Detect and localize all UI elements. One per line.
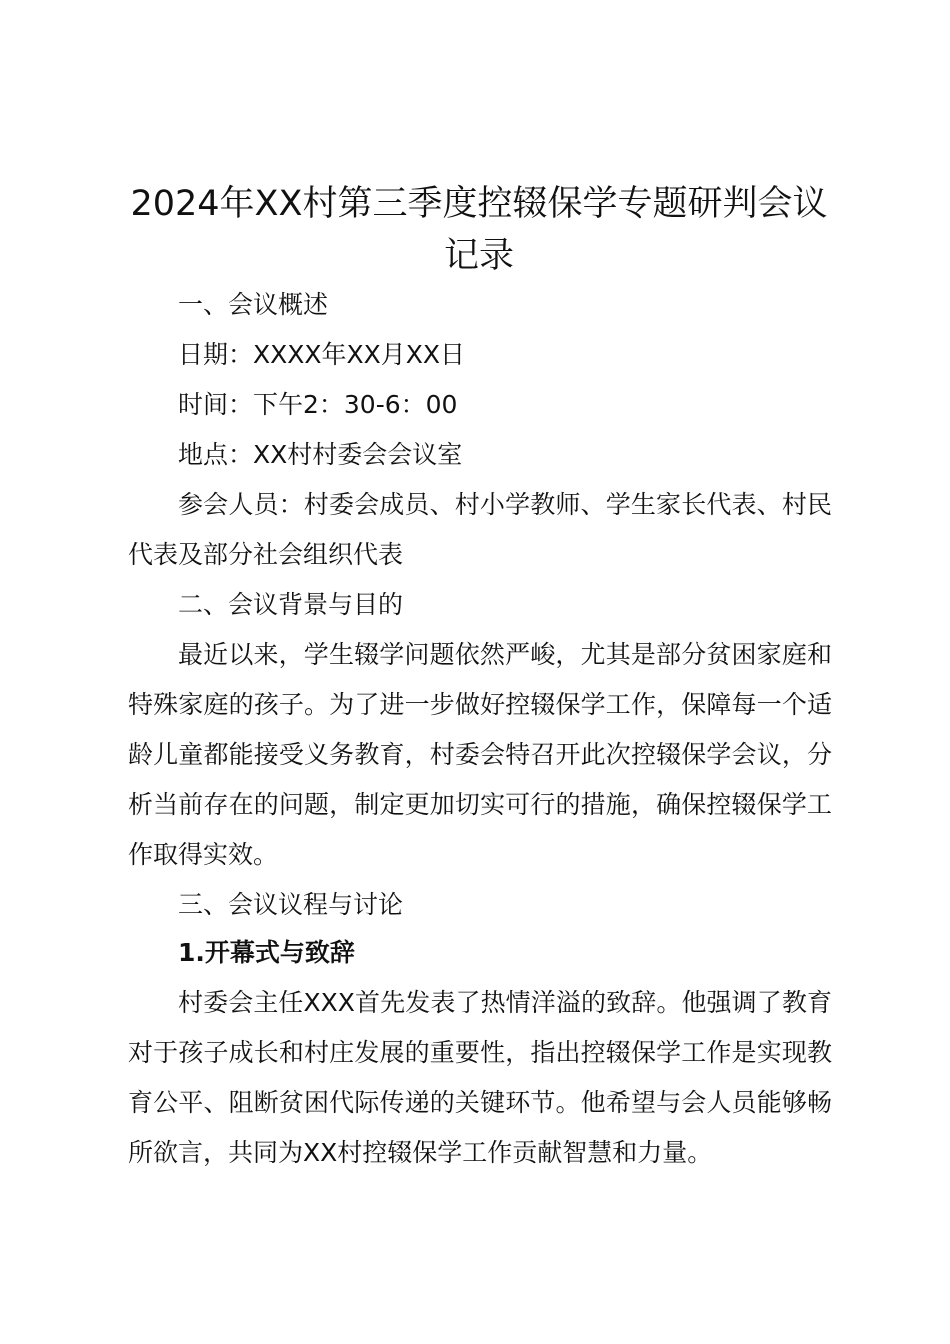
meeting-attendees: 参会人员：村委会成员、村小学教师、学生家长代表、村民代表及部分社会组织代表: [128, 490, 832, 569]
opening-paragraph: 村委会主任XXX首先发表了热情洋溢的致辞。他强调了教育对于孩子成长和村庄发展的重要性，指出控辍保学工作是实现教育公平、阻断贫困代际传递的关键环节。他希望与会人员能够畅所欲言，共同为XX村控辍保学工作贡献智慧和力量。: [128, 988, 832, 1167]
meeting-location: 地点：XX村村委会会议室: [178, 440, 463, 469]
meeting-time: 时间：下午2：30-6：00: [178, 390, 458, 419]
subsection-heading-opening: 1.开幕式与致辞: [178, 938, 355, 967]
section-heading-agenda: 三、会议议程与讨论: [178, 890, 404, 919]
document-title: 2024年XX村第三季度控辍保学专题研判会议记录: [130, 184, 828, 276]
section-heading-background: 二、会议背景与目的: [178, 590, 404, 619]
section-heading-overview: 一、会议概述: [178, 290, 329, 319]
background-paragraph: 最近以来，学生辍学问题依然严峻，尤其是部分贫困家庭和特殊家庭的孩子。为了进一步做好控辍保学工作，保障每一个适龄儿童都能接受义务教育，村委会特召开此次控辍保学会议，分析当前存在的问题，制定更加切实可行的措施，确保控辍保学工作取得实效。: [128, 640, 832, 869]
meeting-date: 日期：XXXX年XX月XX日: [178, 340, 466, 369]
